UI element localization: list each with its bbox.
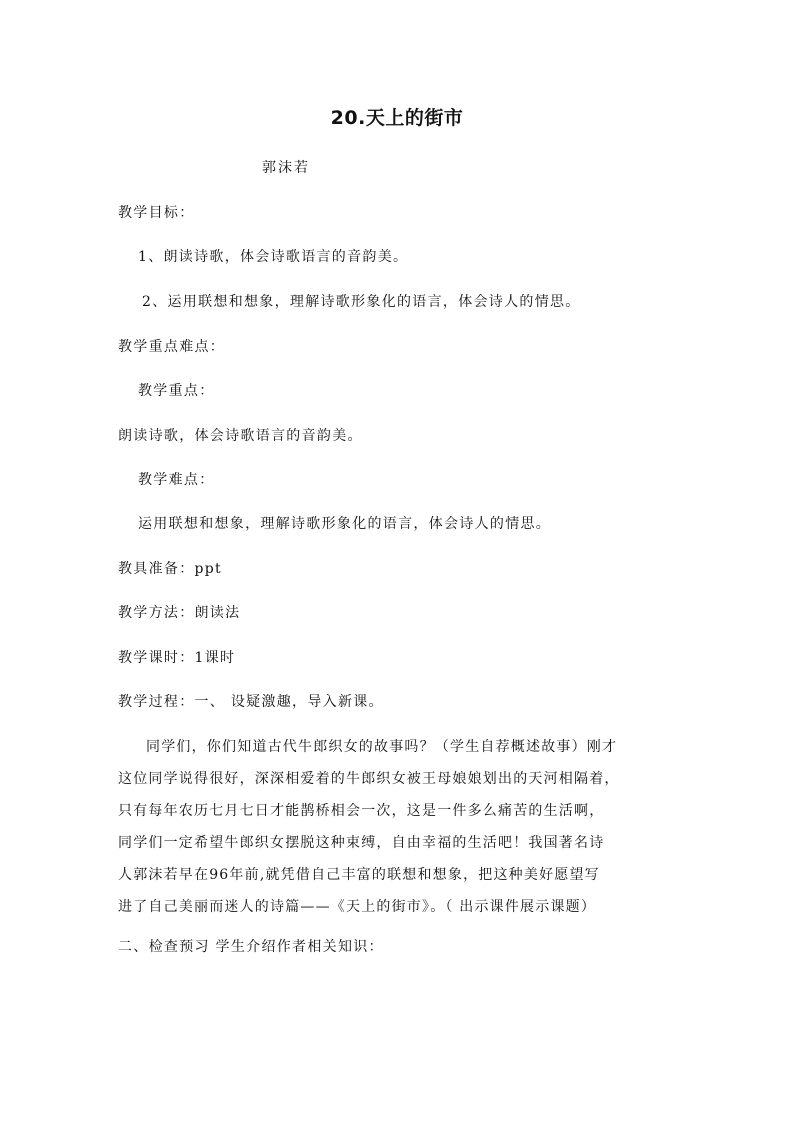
objective-2: 2、运用联想和想象，理解诗歌形象化的语言，体会诗人的情思。 [142, 294, 581, 310]
intro-line: 这位同学说得很好，深深相爱着的牛郎织女被王母娘娘划出的天河相隔着， [118, 771, 620, 787]
intro-line: 进了自己美丽而迷人的诗篇——《天上的街市》。（ 出示课件展示课题） [118, 899, 597, 915]
intro-line: 只有每年农历七月七日才能鹊桥相会一次，这是一件多么痛苦的生活啊， [118, 803, 605, 819]
teaching-hours: 教学课时：1课时 [118, 650, 236, 666]
intro-line: 同学们一定希望牛郎织女摆脱这种束缚，自由幸福的生活吧！我国著名诗 [118, 835, 605, 851]
difficult-point-text: 运用联想和想象，理解诗歌形象化的语言，体会诗人的情思。 [138, 516, 552, 532]
key-point-heading: 教学重点： [138, 383, 215, 399]
section-2-heading: 二、检查预习 学生介绍作者相关知识： [118, 939, 384, 955]
difficult-point-heading: 教学难点： [138, 472, 215, 488]
key-point-text: 朗读诗歌，体会诗歌语言的音韵美。 [118, 428, 363, 444]
objectives-heading: 教学目标： [118, 205, 195, 221]
key-difficult-heading: 教学重点难点： [118, 339, 226, 355]
teaching-method: 教学方法：朗读法 [118, 605, 241, 621]
intro-line: 人郭沫若早在96年前,就凭借自己丰富的联想和想象，把这种美好愿望写 [118, 867, 600, 883]
author-name: 郭沫若 [262, 160, 310, 176]
intro-line: 同学们，你们知道古代牛郎织女的故事吗？（学生自荐概述故事）刚才 [146, 739, 618, 755]
document-title: 20.天上的街市 [330, 107, 464, 129]
teaching-materials: 教具准备：ppt [118, 561, 222, 577]
intro-paragraph [118, 731, 688, 923]
objective-1: 1、朗读诗歌，体会诗歌语言的音韵美。 [138, 249, 409, 265]
teaching-process: 教学过程：一、 设疑激趣，导入新课。 [118, 694, 384, 710]
